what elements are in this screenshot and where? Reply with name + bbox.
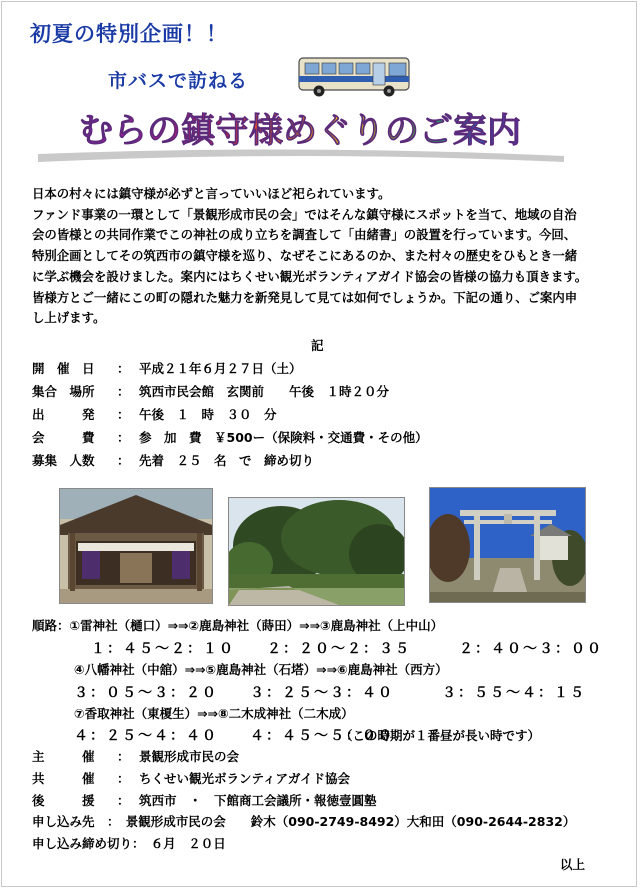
intro-line: し上げます。: [32, 310, 106, 326]
detail-row-meeting-place: [0, 382, 640, 398]
special-plan-heading: 初夏の特別企画！！: [30, 22, 228, 46]
intro-line: 特別企画としてその筑西市の鎮守様を巡り、なぜそこにあるのか、また村々の歴史をひもとき一緒: [32, 248, 578, 264]
sponsor-label: 後 援: [32, 793, 95, 808]
organizer-value: 景観形成市民の会: [139, 749, 240, 764]
detail-row-fee: [0, 428, 640, 444]
sponsor-colon: ：: [117, 793, 130, 808]
route-times-1: １：４５～２：１０ ２：２０～２：３５ ２：４０～３：００: [91, 641, 603, 657]
detail-value: 筑西市民会館 玄関前 午後 １時２０分: [139, 384, 390, 399]
detail-colon: ：: [117, 361, 130, 376]
intro-line: ファンド事業の一環として「景観形成市民の会」ではそんな鎮守様にスポットを当て、地域の自治: [32, 206, 577, 222]
detail-label: 募集 人数: [32, 453, 95, 468]
route-line-1: 順路：①雷神社（樋口）⇒⇒②鹿島神社（蒔田）⇒⇒③鹿島神社（上中山）: [32, 618, 444, 633]
detail-row-departure: [0, 405, 640, 421]
route-times-3-note: （この時期が１番昼が長い時です）: [340, 728, 541, 743]
detail-colon: ：: [117, 384, 130, 399]
ki-heading: 記: [311, 338, 324, 353]
intro-line: に学ぶ機会を設けました。案内にはちくせい観光ボランティアガイド協会の皆様の協力も頂きます。: [32, 268, 588, 284]
torii-gate-photo: [429, 487, 586, 603]
route-line-2: ④八幡神社（中舘）⇒⇒⑤鹿島神社（石塔）⇒⇒⑥鹿島神社（西方）: [74, 662, 448, 677]
city-bus-heading: 市バスで訪ねる: [108, 70, 249, 92]
shrine-building-photo: [59, 488, 213, 604]
main-title: [30, 104, 570, 164]
detail-value: 参 加 費 ￥500ー（保険料・交通費・その他）: [139, 430, 428, 445]
closing-mark: 以上: [560, 857, 586, 872]
intro-line: 会の皆様との共同作業でこの神社の成り立ちを調査して「由緒書」の設置を行っています。今回、: [32, 227, 577, 243]
detail-colon: ：: [117, 407, 130, 422]
detail-colon: ：: [117, 430, 130, 445]
detail-label: 集合 場所: [32, 384, 95, 399]
sponsor-row: [0, 791, 640, 807]
application-deadline: 申し込み締め切り： ６月 ２０日: [32, 836, 226, 851]
organizer-colon: ：: [117, 749, 130, 764]
main-title-text: むらの鎮守様めぐりのご案内: [79, 111, 521, 151]
shrine-grove-photo: [228, 497, 405, 606]
detail-value: 平成２１年６月２７日（土）: [139, 361, 302, 376]
route-line-3: ⑦香取神社（東榎生）⇒⇒⑧二木成神社（二木成）: [74, 706, 354, 721]
co-organizer-value: ちくせい観光ボランティアガイド協会: [139, 771, 351, 786]
bus-icon: [297, 54, 413, 98]
route-times-3: ４：２５～４：４０ ４：４５～５：００: [74, 728, 394, 744]
detail-row-capacity: [0, 451, 640, 467]
application-contact: 申し込み先 ： 景観形成市民の会 鈴木（090-2749-8492）大和田（090-2644-2832）: [32, 814, 576, 829]
detail-label: 出 発: [32, 407, 95, 422]
co-organizer-colon: ：: [117, 771, 130, 786]
detail-label: 会 費: [32, 430, 95, 445]
intro-line: 日本の村々には鎮守様が必ずと言っていいほど祀られています。: [32, 186, 391, 201]
sponsor-value: 筑西市 ・ 下館商工会議所・報徳壹圓塾: [139, 793, 377, 808]
detail-value: 午後 １ 時 ３０ 分: [139, 407, 277, 422]
co-organizer-row: [0, 769, 640, 785]
detail-colon: ：: [117, 453, 130, 468]
detail-row-date: [0, 359, 640, 375]
introduction-text: [32, 184, 622, 329]
detail-value: 先着 ２５ 名 で 締め切り: [139, 453, 315, 468]
detail-label: 開 催 日: [32, 361, 95, 376]
co-organizer-label: 共 催: [32, 771, 95, 786]
route-times-2: ３：０５～３：２０ ３：２５～３：４０ ３：５５～４：１５: [74, 685, 586, 701]
intro-line: 皆様方とご一緒にこの町の隠れた魅力を新発見して見ては如何でしょうか。下記の通り、ご案内申: [32, 289, 578, 305]
organizer-label: 主 催: [32, 749, 95, 764]
organizer-row: [0, 747, 640, 763]
